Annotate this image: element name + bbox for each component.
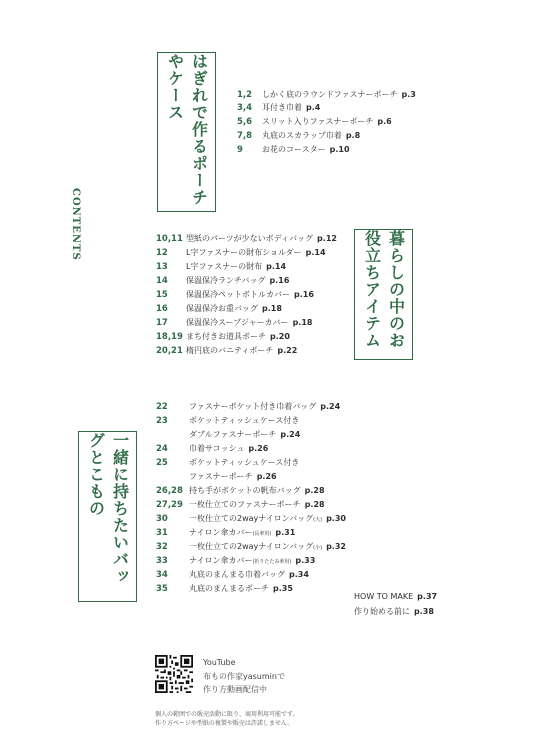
item-note: (小) (313, 545, 323, 551)
item-page: p.28 (304, 500, 325, 509)
item-title: 一枚仕立ての2wayナイロンバッグ (189, 514, 314, 523)
item-page: p.10 (329, 145, 350, 154)
item-page: p.14 (266, 262, 287, 271)
item-number: 23 (156, 416, 168, 426)
item-page: p.8 (345, 131, 361, 140)
item-note: (折りたたみ傘用) (252, 559, 292, 565)
before-start-title: 作り始める前に (354, 607, 410, 616)
item-number: 10,11 (156, 234, 183, 244)
item-title: お花のコースター (262, 145, 326, 154)
item-title: 一枚仕立ての2wayナイロンバッグ (189, 542, 314, 551)
item-number: 3,4 (237, 103, 253, 113)
item-page: p.35 (273, 584, 293, 593)
item-page: p.31 (275, 528, 296, 537)
youtube-label: YouTube (203, 658, 236, 667)
section-2-title: 暮らしの中のお役立ちアイテム (362, 230, 406, 349)
item-page: p.34 (289, 570, 309, 579)
item-title: 保温保冷お重バッグ (186, 304, 258, 313)
item-title: 型紙のパーツが少ないボディバッグ (186, 234, 314, 243)
item-number: 30 (156, 514, 168, 524)
item-number: 1,2 (237, 90, 253, 100)
item-title: ファスナーポーチ (189, 472, 253, 481)
item-number: 7,8 (237, 131, 253, 141)
item-page: p.16 (269, 276, 290, 285)
item-number: 26,28 (156, 486, 183, 496)
item-number: 32 (156, 542, 168, 552)
item-note: (大) (313, 517, 323, 523)
item-title: 丸底のスカラップ巾着 (262, 131, 342, 140)
howto-link[interactable] (354, 592, 437, 601)
item-title: 保温保冷スープジャーカバー (186, 318, 289, 327)
item-page: p.3 (401, 90, 416, 99)
contents-label: CONTENTS (70, 188, 81, 261)
item-page: p.16 (294, 290, 314, 299)
item-number: 18,19 (156, 332, 183, 342)
before-start-page: p.38 (414, 607, 434, 616)
item-number: 16 (156, 304, 168, 314)
item-title: 丸底のまんまる巾着バッグ (189, 570, 285, 579)
item-page: p.30 (326, 514, 346, 523)
item-title: しかく底のラウンドファスナーポーチ (262, 90, 398, 99)
item-title: 耳付き巾着 (262, 103, 302, 112)
item-title: L字ファスナーの財布ショルダー (186, 248, 302, 257)
item-number: 27,29 (156, 500, 183, 510)
howto-page: p.37 (417, 592, 438, 601)
before-start-link[interactable] (354, 606, 434, 617)
item-number: 31 (156, 528, 168, 538)
item-title: 一枚仕立てのファスナーポーチ (189, 500, 301, 509)
section-3-title: 一緒に持ちたいバッグとこもの (86, 432, 130, 585)
item-title: 巾着サコッシュ (189, 444, 245, 453)
item-title: ナイロン傘カバー (189, 556, 253, 565)
item-number: 34 (156, 570, 168, 580)
item-page: p.18 (262, 304, 282, 313)
item-title: 持ち手がポケットの帆布バッグ (189, 486, 301, 495)
item-page: p.28 (304, 486, 325, 495)
youtube-note: 作り方動画配信中 (203, 685, 267, 694)
item-number: 15 (156, 290, 168, 300)
item-page: p.24 (320, 402, 341, 411)
item-title: ポケットティッシュケース付き (189, 416, 300, 425)
item-title: L字ファスナーの財布 (186, 262, 263, 271)
section-1-title: はぎれで作るポーチやケース (165, 53, 209, 206)
item-page: p.4 (306, 103, 321, 112)
item-title: 保温保冷ランチバッグ (186, 276, 266, 285)
item-page: p.18 (292, 318, 313, 327)
item-number: 12 (156, 248, 168, 258)
section-3-title-box (78, 431, 137, 602)
item-number: 13 (156, 262, 168, 272)
item-number: 17 (156, 318, 168, 328)
footer-note: 作り方ページや型紙の複製や販売は許諾しません。 (155, 720, 294, 727)
howto-title: HOW TO MAKE (354, 592, 414, 601)
item-number: 25 (156, 458, 168, 468)
item-number: 35 (156, 584, 168, 594)
item-title: ダブルファスナーポーチ (189, 430, 277, 439)
item-page: p.26 (248, 444, 269, 453)
item-number: 14 (156, 276, 168, 286)
youtube-channel: 布もの作家yasuminで (203, 672, 285, 681)
item-number: 5,6 (237, 117, 253, 127)
item-title: ファスナーポケット付き巾着バッグ (189, 402, 317, 411)
qr-code-icon[interactable] (155, 655, 193, 693)
section-2-title-box (354, 229, 413, 360)
item-title: まち付きお道具ポーチ (186, 332, 266, 341)
item-page: p.33 (295, 556, 316, 565)
item-page: p.6 (377, 117, 392, 126)
section-1-title-box (157, 52, 216, 212)
item-number: 9 (237, 145, 243, 155)
item-page: p.24 (280, 430, 301, 439)
item-title: ナイロン傘カバー (189, 528, 253, 537)
item-page: p.22 (277, 346, 298, 355)
item-title: スリット入りファスナーポーチ (262, 117, 374, 126)
item-title: 楕円底のバニティポーチ (186, 346, 274, 355)
item-title: 丸底のまんまるポーチ (189, 584, 269, 593)
item-number: 24 (156, 444, 168, 454)
item-title: ポケットティッシュケース付き (189, 458, 300, 467)
item-number: 22 (156, 402, 168, 412)
item-number: 33 (156, 556, 168, 566)
item-note: (長傘用) (252, 531, 272, 537)
item-number: 20,21 (156, 346, 183, 356)
item-title: 保温保冷ペットボトルカバー (186, 290, 290, 299)
item-page: p.12 (317, 234, 337, 243)
footer-note: 個人の範囲での販売活動に限り、商用利用可能です。 (155, 711, 299, 718)
item-page: p.32 (326, 542, 346, 551)
item-page: p.14 (305, 248, 326, 257)
item-page: p.20 (270, 332, 290, 341)
item-page: p.26 (256, 472, 277, 481)
